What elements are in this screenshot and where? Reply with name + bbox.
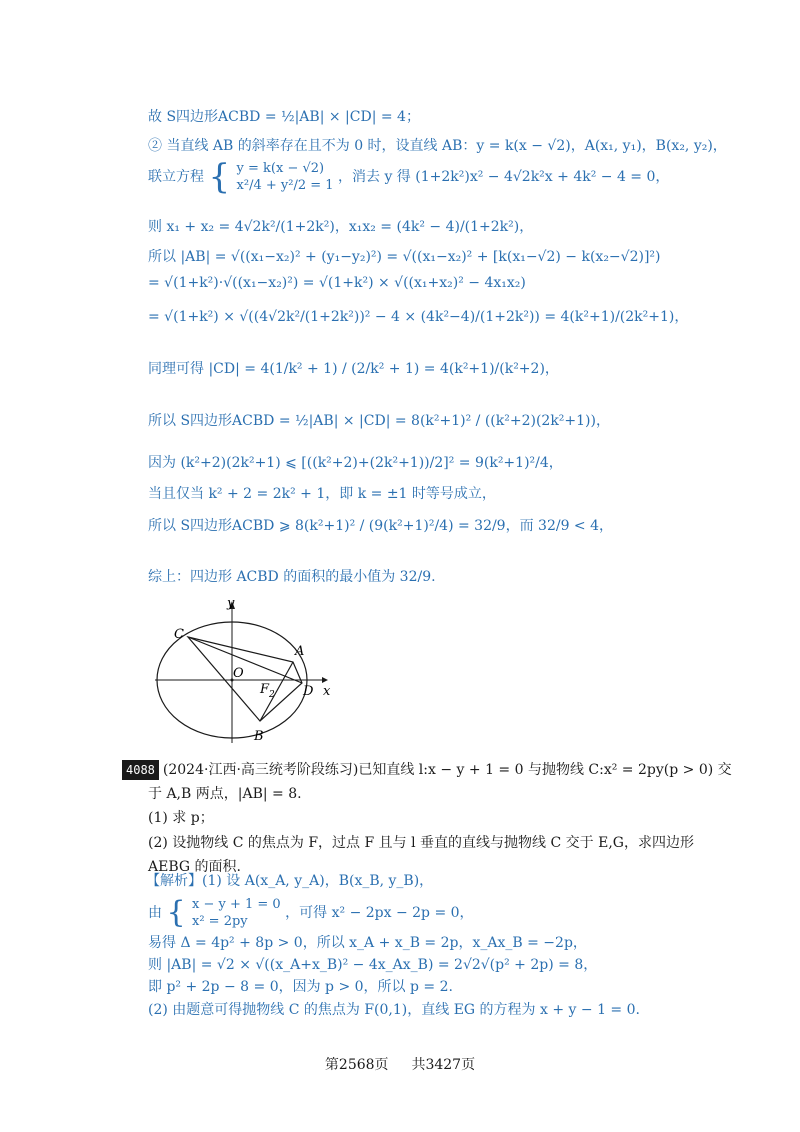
analysis-line-2-suffix: ，可得 x² − 2px − 2p = 0，: [285, 905, 474, 921]
system-eq-2: x²/4 + y²/2 = 1: [236, 178, 334, 193]
question-2-line-2: AEBG 的面积.: [148, 859, 241, 875]
analysis-system-eq-1: x − y + 1 = 0: [192, 897, 281, 912]
system-eq-1: y = k(x − √2): [236, 161, 325, 176]
label-F-subscript: 2: [269, 690, 275, 700]
label-F: F: [260, 682, 270, 697]
analysis-line-5: 即 p² + 2p − 8 = 0，因为 p > 0，所以 p = 2.: [148, 979, 453, 995]
sol-line-7: = √(1+k²) × √((4√2k²/(1+2k²))² − 4 × (4k²−4)/(1+2k²)) = 4(k²+1)/(2k²+1)，: [148, 309, 689, 325]
analysis-line-1: [146, 872, 433, 890]
label-D: D: [303, 684, 314, 699]
analysis-tag: 【解析】: [146, 873, 202, 889]
quadrilateral-ACDB: [188, 637, 305, 721]
sol-line-3: [148, 157, 670, 204]
sol-line-3-prefix: 联立方程: [148, 169, 204, 185]
sol-line-5: 所以 |AB| = √((x₁−x₂)² + (y₁−y₂)²) = √((x₁−x₂)² + [k(x₁−√2) − k(x₂−√2)]²): [148, 249, 661, 265]
page-number: 第2568页: [324, 1057, 389, 1073]
problem-line-2: 于 A,B 两点，|AB| = 8.: [148, 786, 302, 802]
equation-system: [237, 160, 334, 194]
problem-number-badge: 4088: [122, 760, 159, 780]
sol-line-12: 所以 S四边形ACBD ⩾ 8(k²+1)² / (9(k²+1)²/4) = 32/9，而 32/9 < 4，: [148, 518, 614, 534]
page-footer: [0, 1054, 800, 1074]
label-B: B: [254, 729, 264, 744]
analysis-line-2-prefix: 由: [148, 905, 162, 921]
sol-line-3-suffix: ，消去 y 得 (1+2k²)x² − 4√2k²x + 4k² − 4 = 0，: [338, 169, 670, 185]
sol-line-13: 综上：四边形 ACBD 的面积的最小值为 32/9.: [148, 569, 436, 585]
label-O: O: [233, 666, 244, 681]
label-C: C: [174, 627, 184, 642]
label-y: y: [227, 596, 235, 611]
analysis-system-eq-2: x² = 2py: [192, 914, 248, 929]
sol-line-1: 故 S四边形ACBD = ½|AB| × |CD| = 4；: [148, 109, 420, 125]
analysis-system-brace: {: [166, 895, 186, 930]
sol-line-8: 同理可得 |CD| = 4(1/k² + 1) / (2/k² + 1) = 4(k²+1)/(k²+2)，: [148, 361, 559, 377]
analysis-line-6: (2) 由题意可得抛物线 C 的焦点为 F(0,1)，直线 EG 的方程为 x + y − 1 = 0.: [148, 1002, 640, 1018]
system-brace: {: [208, 157, 231, 197]
analysis-line-4: 则 |AB| = √2 × √((x_A+x_B)² − 4x_Ax_B) = 2√2√(p² + 2p) = 8，: [148, 957, 598, 973]
analysis-line-2: [148, 896, 474, 936]
sol-line-9: 所以 S四边形ACBD = ½|AB| × |CD| = 8(k²+1)² / ((k²+2)(2k²+1))，: [148, 413, 610, 429]
analysis-equation-system: [192, 896, 281, 930]
problem-statement: (2024·江西·高三统考阶段练习)已知直线 l:x − y + 1 = 0 与抛物线 C:x² = 2py(p > 0) 交: [162, 762, 732, 778]
sol-line-2: ② 当直线 AB 的斜率存在且不为 0 时，设直线 AB：y = k(x − √2)，A(x₁, y₁)，B(x₂, y₂)，: [148, 138, 727, 154]
ellipse-diagram: [150, 595, 350, 745]
analysis-line-3: 易得 Δ = 4p² + 8p > 0，所以 x_A + x_B = 2p，x_Ax_B = −2p，: [148, 935, 587, 951]
question-1: (1) 求 p；: [148, 810, 214, 826]
sol-line-10: 因为 (k²+2)(2k²+1) ⩽ [((k²+2)+(2k²+1))/2]² = 9(k²+1)²/4，: [148, 455, 563, 471]
total-pages: 共3427页: [411, 1057, 476, 1073]
sol-line-6: = √(1+k²)·√((x₁−x₂)²) = √(1+k²) × √((x₁+x₂)² − 4x₁x₂): [148, 275, 526, 291]
label-x: x: [323, 684, 331, 699]
label-A: A: [295, 644, 305, 659]
sol-line-11: 当且仅当 k² + 2 = 2k² + 1，即 k = ±1 时等号成立，: [148, 486, 496, 502]
question-2-line-1: (2) 设抛物线 C 的焦点为 F，过点 F 且与 l 垂直的直线与抛物线 C 交于 E,G，求四边形: [148, 835, 694, 851]
sol-line-4: 则 x₁ + x₂ = 4√2k²/(1+2k²)，x₁x₂ = (4k² − 4)/(1+2k²)，: [148, 219, 534, 235]
analysis-line-1-text: (1) 设 A(x_A, y_A)，B(x_B, y_B)，: [202, 873, 434, 889]
problem-line-1: [122, 760, 732, 780]
x-axis-arrow: [322, 677, 328, 683]
